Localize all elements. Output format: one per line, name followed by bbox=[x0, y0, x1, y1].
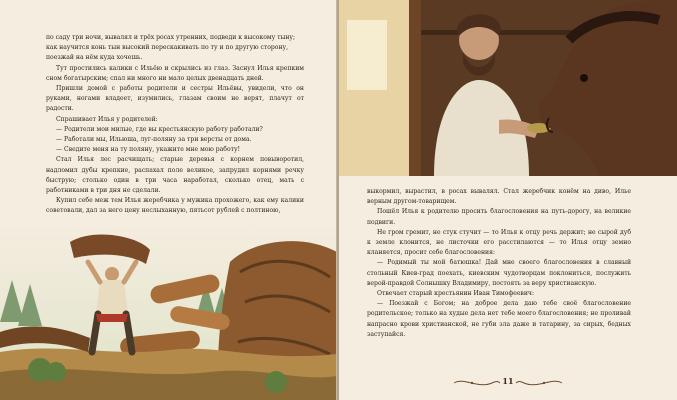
paragraph: поезжай на нём куда хочешь. bbox=[46, 54, 143, 62]
paragraph: Пришли домой с работы родители и сестры Ильёвы, увидели, что он руками, ногами владеет, изумились, глазам своим не верят, плачут от радости. bbox=[46, 85, 304, 113]
right-page bbox=[339, 0, 677, 400]
paragraph: выкормил, вырастил, в росах вывалял. Стал жеребчик конём на диво, Илье верным другом-товарищем. bbox=[367, 188, 631, 206]
forest-clearing-drawing bbox=[0, 222, 337, 400]
horse-feeding-drawing bbox=[339, 0, 677, 176]
paragraph: Спрашивает Илья у родителей: bbox=[56, 115, 158, 123]
dialogue-line: — Родители мои милые, где вы крестьянскую работу работали? bbox=[56, 125, 263, 133]
dialogue-line: — Поезжай с Богом; на доброе дела даю тебе своё благословение родительское; только на худые дела нет тебе моего благословения; не проливай напрасно крови христианской, не губи зла даже и татарину, за сирых, бедных заступайся. bbox=[367, 300, 631, 338]
paragraph: как научится конь тын высокий перескакивать по ту и по другую сторону, bbox=[46, 44, 289, 52]
forest-clearing-illustration bbox=[0, 222, 337, 400]
page-number-ornament bbox=[452, 377, 564, 389]
paragraph: Купил себе меж тем Илья жеребчика у мужика прохожего, как ему калики советовали, дал за него цену неслыханную, пятьсот рублей с полтиною, bbox=[46, 197, 304, 215]
paragraph: Пошёл Илья к родителю просить благословения на путь-дорогу, на великие подвиги. bbox=[367, 208, 631, 226]
paragraph: по саду три ночи, вывалял и трёх росах утренних, подведи к высокому тыну; bbox=[46, 34, 296, 41]
right-text bbox=[367, 187, 631, 340]
left-text-top bbox=[46, 33, 304, 217]
horse-feeding-illustration bbox=[339, 0, 677, 176]
paragraph: Тут простились калики с Ильёю и скрылись из глаз. Заснул Илья крепким сном богатырским; спал ни много ни мало целых двенадцать дней. bbox=[46, 64, 304, 82]
paragraph: Не гром гремит, не стук стучит — то Илья к отцу речь держит; не сырой дуб к земле клонится, не листочки его расстилаются — то Илья отцу земно кланяется, просит себе благословения: bbox=[367, 228, 631, 257]
paragraph: Стал Илья лес расчищать; старые деревья с корнем повыворотил, надломил дубы крепкие, распахал поле великое, запрудил корнями речку быструю; столько один в три часа наработал, сколько отец, мать с работниками в три дня не сделали. bbox=[46, 156, 304, 195]
dialogue-line: — Работали мы, Ильюша, луг-поляну за три версты от дома. bbox=[56, 136, 252, 144]
page-number: 11 bbox=[502, 376, 514, 386]
left-page bbox=[0, 0, 337, 400]
paragraph: Отвечает старый крестьянин Иван Тимофеевич: bbox=[377, 290, 534, 298]
dialogue-line: — Сведите меня на ту поляну, укажите мне мою работу! bbox=[56, 146, 241, 154]
dialogue-line: — Родимый ты мой батюшка! Дай мне своего благословения в славный стольный Киев-град поехать, киевским чудотворцам поклониться, послужить верой-правдой Солнышку Владимиру, постоять за веру христианскую. bbox=[367, 259, 631, 287]
